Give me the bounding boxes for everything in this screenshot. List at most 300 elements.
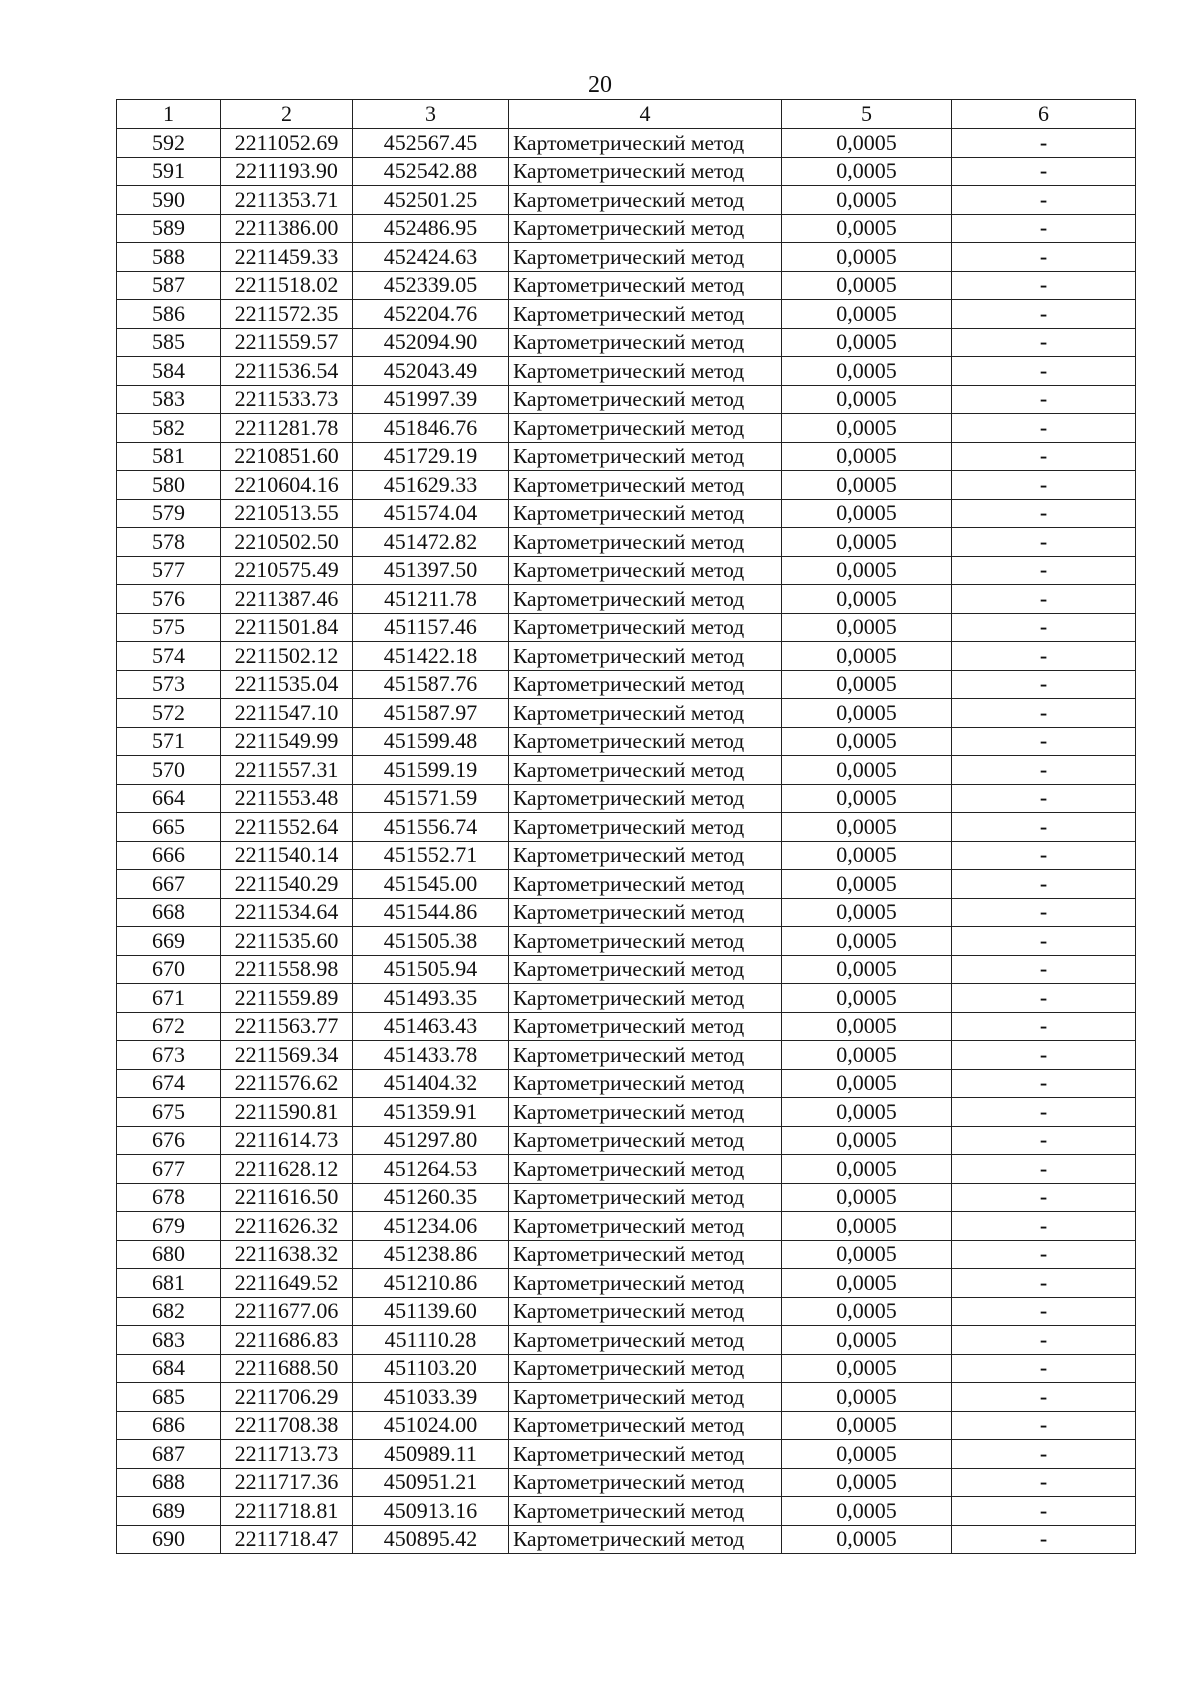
point-number-cell: 665 xyxy=(117,813,221,842)
method-cell: Картометрический метод xyxy=(509,385,782,414)
table-row xyxy=(117,214,1136,243)
table-row xyxy=(117,727,1136,756)
x-coordinate-cell: 2211553.48 xyxy=(221,784,353,813)
table-row xyxy=(117,271,1136,300)
table-row xyxy=(117,357,1136,386)
note-cell: - xyxy=(952,1383,1136,1412)
accuracy-cell: 0,0005 xyxy=(782,813,952,842)
x-coordinate-cell: 2211549.99 xyxy=(221,727,353,756)
note-cell: - xyxy=(952,1411,1136,1440)
point-number-cell: 671 xyxy=(117,984,221,1013)
point-number-cell: 573 xyxy=(117,670,221,699)
point-number-cell: 686 xyxy=(117,1411,221,1440)
y-coordinate-cell: 451433.78 xyxy=(353,1041,509,1070)
note-cell: - xyxy=(952,357,1136,386)
y-coordinate-cell: 452567.45 xyxy=(353,129,509,158)
point-number-cell: 592 xyxy=(117,129,221,158)
x-coordinate-cell: 2211572.35 xyxy=(221,300,353,329)
point-number-cell: 678 xyxy=(117,1183,221,1212)
method-cell: Картометрический метод xyxy=(509,1183,782,1212)
method-cell: Картометрический метод xyxy=(509,613,782,642)
note-cell: - xyxy=(952,556,1136,585)
table-row xyxy=(117,1440,1136,1469)
accuracy-cell: 0,0005 xyxy=(782,328,952,357)
note-cell: - xyxy=(952,1183,1136,1212)
note-cell: - xyxy=(952,1098,1136,1127)
y-coordinate-cell: 451552.71 xyxy=(353,841,509,870)
y-coordinate-cell: 451544.86 xyxy=(353,898,509,927)
x-coordinate-cell: 2211518.02 xyxy=(221,271,353,300)
point-number-cell: 668 xyxy=(117,898,221,927)
point-number-cell: 675 xyxy=(117,1098,221,1127)
note-cell: - xyxy=(952,1525,1136,1554)
x-coordinate-cell: 2211688.50 xyxy=(221,1354,353,1383)
table-row xyxy=(117,556,1136,585)
note-cell: - xyxy=(952,300,1136,329)
table-row xyxy=(117,1126,1136,1155)
accuracy-cell: 0,0005 xyxy=(782,385,952,414)
point-number-cell: 677 xyxy=(117,1155,221,1184)
accuracy-cell: 0,0005 xyxy=(782,1069,952,1098)
table-row xyxy=(117,1183,1136,1212)
y-coordinate-cell: 451397.50 xyxy=(353,556,509,585)
page-number: 20 xyxy=(588,72,612,98)
y-coordinate-cell: 452424.63 xyxy=(353,243,509,272)
table-row xyxy=(117,1383,1136,1412)
point-number-cell: 588 xyxy=(117,243,221,272)
accuracy-cell: 0,0005 xyxy=(782,613,952,642)
y-coordinate-cell: 452542.88 xyxy=(353,157,509,186)
accuracy-cell: 0,0005 xyxy=(782,471,952,500)
accuracy-cell: 0,0005 xyxy=(782,1354,952,1383)
table-row xyxy=(117,1326,1136,1355)
x-coordinate-cell: 2211677.06 xyxy=(221,1297,353,1326)
table-row xyxy=(117,813,1136,842)
note-cell: - xyxy=(952,1354,1136,1383)
table-row xyxy=(117,157,1136,186)
header-cell-1: 1 xyxy=(117,100,221,129)
x-coordinate-cell: 2211569.34 xyxy=(221,1041,353,1070)
note-cell: - xyxy=(952,585,1136,614)
x-coordinate-cell: 2211638.32 xyxy=(221,1240,353,1269)
point-number-cell: 572 xyxy=(117,699,221,728)
point-number-cell: 680 xyxy=(117,1240,221,1269)
method-cell: Картометрический метод xyxy=(509,1297,782,1326)
y-coordinate-cell: 451571.59 xyxy=(353,784,509,813)
y-coordinate-cell: 451556.74 xyxy=(353,813,509,842)
point-number-cell: 587 xyxy=(117,271,221,300)
table-row xyxy=(117,670,1136,699)
point-number-cell: 582 xyxy=(117,414,221,443)
y-coordinate-cell: 452204.76 xyxy=(353,300,509,329)
x-coordinate-cell: 2211281.78 xyxy=(221,414,353,443)
method-cell: Картометрический метод xyxy=(509,1069,782,1098)
point-number-cell: 571 xyxy=(117,727,221,756)
note-cell: - xyxy=(952,1212,1136,1241)
accuracy-cell: 0,0005 xyxy=(782,699,952,728)
y-coordinate-cell: 450951.21 xyxy=(353,1468,509,1497)
table-row xyxy=(117,1297,1136,1326)
point-number-cell: 681 xyxy=(117,1269,221,1298)
point-number-cell: 576 xyxy=(117,585,221,614)
x-coordinate-cell: 2211536.54 xyxy=(221,357,353,386)
note-cell: - xyxy=(952,727,1136,756)
accuracy-cell: 0,0005 xyxy=(782,186,952,215)
method-cell: Картометрический метод xyxy=(509,642,782,671)
accuracy-cell: 0,0005 xyxy=(782,1155,952,1184)
y-coordinate-cell: 451574.04 xyxy=(353,499,509,528)
note-cell: - xyxy=(952,471,1136,500)
table-row xyxy=(117,870,1136,899)
method-cell: Картометрический метод xyxy=(509,157,782,186)
y-coordinate-cell: 451139.60 xyxy=(353,1297,509,1326)
accuracy-cell: 0,0005 xyxy=(782,642,952,671)
method-cell: Картометрический метод xyxy=(509,898,782,927)
note-cell: - xyxy=(952,699,1136,728)
accuracy-cell: 0,0005 xyxy=(782,984,952,1013)
y-coordinate-cell: 451729.19 xyxy=(353,442,509,471)
table-body xyxy=(117,129,1136,1554)
x-coordinate-cell: 2210604.16 xyxy=(221,471,353,500)
method-cell: Картометрический метод xyxy=(509,955,782,984)
point-number-cell: 684 xyxy=(117,1354,221,1383)
note-cell: - xyxy=(952,414,1136,443)
x-coordinate-cell: 2211717.36 xyxy=(221,1468,353,1497)
note-cell: - xyxy=(952,1240,1136,1269)
y-coordinate-cell: 451846.76 xyxy=(353,414,509,443)
y-coordinate-cell: 451359.91 xyxy=(353,1098,509,1127)
y-coordinate-cell: 452043.49 xyxy=(353,357,509,386)
point-number-cell: 666 xyxy=(117,841,221,870)
table-row xyxy=(117,499,1136,528)
point-number-cell: 579 xyxy=(117,499,221,528)
x-coordinate-cell: 2211386.00 xyxy=(221,214,353,243)
method-cell: Картометрический метод xyxy=(509,499,782,528)
header-cell-4: 4 xyxy=(509,100,782,129)
accuracy-cell: 0,0005 xyxy=(782,1497,952,1526)
table-row xyxy=(117,1525,1136,1554)
method-cell: Картометрический метод xyxy=(509,442,782,471)
accuracy-cell: 0,0005 xyxy=(782,841,952,870)
y-coordinate-cell: 451234.06 xyxy=(353,1212,509,1241)
method-cell: Картометрический метод xyxy=(509,727,782,756)
method-cell: Картометрический метод xyxy=(509,556,782,585)
table-row xyxy=(117,414,1136,443)
table-row xyxy=(117,442,1136,471)
table-row xyxy=(117,955,1136,984)
note-cell: - xyxy=(952,870,1136,899)
table-row xyxy=(117,385,1136,414)
table-row xyxy=(117,756,1136,785)
note-cell: - xyxy=(952,1155,1136,1184)
method-cell: Картометрический метод xyxy=(509,1326,782,1355)
point-number-cell: 673 xyxy=(117,1041,221,1070)
coordinates-table xyxy=(116,99,1136,1554)
point-number-cell: 583 xyxy=(117,385,221,414)
note-cell: - xyxy=(952,813,1136,842)
x-coordinate-cell: 2211708.38 xyxy=(221,1411,353,1440)
note-cell: - xyxy=(952,385,1136,414)
x-coordinate-cell: 2211718.47 xyxy=(221,1525,353,1554)
table-row xyxy=(117,1269,1136,1298)
note-cell: - xyxy=(952,670,1136,699)
table-row xyxy=(117,1041,1136,1070)
method-cell: Картометрический метод xyxy=(509,1098,782,1127)
method-cell: Картометрический метод xyxy=(509,1212,782,1241)
table-row xyxy=(117,1468,1136,1497)
accuracy-cell: 0,0005 xyxy=(782,870,952,899)
accuracy-cell: 0,0005 xyxy=(782,157,952,186)
note-cell: - xyxy=(952,214,1136,243)
method-cell: Картометрический метод xyxy=(509,1383,782,1412)
point-number-cell: 570 xyxy=(117,756,221,785)
note-cell: - xyxy=(952,328,1136,357)
y-coordinate-cell: 452501.25 xyxy=(353,186,509,215)
y-coordinate-cell: 451024.00 xyxy=(353,1411,509,1440)
accuracy-cell: 0,0005 xyxy=(782,271,952,300)
note-cell: - xyxy=(952,613,1136,642)
x-coordinate-cell: 2210575.49 xyxy=(221,556,353,585)
table-row xyxy=(117,1012,1136,1041)
accuracy-cell: 0,0005 xyxy=(782,1012,952,1041)
y-coordinate-cell: 451404.32 xyxy=(353,1069,509,1098)
table-row xyxy=(117,1069,1136,1098)
method-cell: Картометрический метод xyxy=(509,1354,782,1383)
x-coordinate-cell: 2211576.62 xyxy=(221,1069,353,1098)
point-number-cell: 580 xyxy=(117,471,221,500)
note-cell: - xyxy=(952,1468,1136,1497)
accuracy-cell: 0,0005 xyxy=(782,1383,952,1412)
y-coordinate-cell: 452094.90 xyxy=(353,328,509,357)
table-row xyxy=(117,243,1136,272)
table-row xyxy=(117,898,1136,927)
y-coordinate-cell: 451505.38 xyxy=(353,927,509,956)
x-coordinate-cell: 2211353.71 xyxy=(221,186,353,215)
y-coordinate-cell: 451463.43 xyxy=(353,1012,509,1041)
table-row xyxy=(117,129,1136,158)
x-coordinate-cell: 2211502.12 xyxy=(221,642,353,671)
y-coordinate-cell: 451629.33 xyxy=(353,471,509,500)
note-cell: - xyxy=(952,1012,1136,1041)
header-cell-6: 6 xyxy=(952,100,1136,129)
table-row xyxy=(117,1354,1136,1383)
method-cell: Картометрический метод xyxy=(509,528,782,557)
accuracy-cell: 0,0005 xyxy=(782,442,952,471)
x-coordinate-cell: 2211540.14 xyxy=(221,841,353,870)
table-row xyxy=(117,613,1136,642)
table-row xyxy=(117,1240,1136,1269)
method-cell: Картометрический метод xyxy=(509,1155,782,1184)
point-number-cell: 688 xyxy=(117,1468,221,1497)
x-coordinate-cell: 2211590.81 xyxy=(221,1098,353,1127)
accuracy-cell: 0,0005 xyxy=(782,243,952,272)
point-number-cell: 685 xyxy=(117,1383,221,1412)
table-row xyxy=(117,1411,1136,1440)
y-coordinate-cell: 451297.80 xyxy=(353,1126,509,1155)
accuracy-cell: 0,0005 xyxy=(782,1212,952,1241)
note-cell: - xyxy=(952,499,1136,528)
x-coordinate-cell: 2211547.10 xyxy=(221,699,353,728)
method-cell: Картометрический метод xyxy=(509,186,782,215)
method-cell: Картометрический метод xyxy=(509,756,782,785)
method-cell: Картометрический метод xyxy=(509,471,782,500)
x-coordinate-cell: 2211535.04 xyxy=(221,670,353,699)
point-number-cell: 690 xyxy=(117,1525,221,1554)
point-number-cell: 679 xyxy=(117,1212,221,1241)
point-number-cell: 682 xyxy=(117,1297,221,1326)
x-coordinate-cell: 2210502.50 xyxy=(221,528,353,557)
x-coordinate-cell: 2211706.29 xyxy=(221,1383,353,1412)
note-cell: - xyxy=(952,271,1136,300)
point-number-cell: 586 xyxy=(117,300,221,329)
x-coordinate-cell: 2211628.12 xyxy=(221,1155,353,1184)
note-cell: - xyxy=(952,528,1136,557)
x-coordinate-cell: 2211616.50 xyxy=(221,1183,353,1212)
table-row xyxy=(117,1497,1136,1526)
note-cell: - xyxy=(952,984,1136,1013)
accuracy-cell: 0,0005 xyxy=(782,129,952,158)
header-cell-2: 2 xyxy=(221,100,353,129)
point-number-cell: 672 xyxy=(117,1012,221,1041)
x-coordinate-cell: 2211558.98 xyxy=(221,955,353,984)
accuracy-cell: 0,0005 xyxy=(782,357,952,386)
method-cell: Картометрический метод xyxy=(509,1269,782,1298)
accuracy-cell: 0,0005 xyxy=(782,1183,952,1212)
accuracy-cell: 0,0005 xyxy=(782,784,952,813)
accuracy-cell: 0,0005 xyxy=(782,756,952,785)
point-number-cell: 574 xyxy=(117,642,221,671)
table-row xyxy=(117,186,1136,215)
x-coordinate-cell: 2210513.55 xyxy=(221,499,353,528)
point-number-cell: 589 xyxy=(117,214,221,243)
note-cell: - xyxy=(952,157,1136,186)
y-coordinate-cell: 451599.19 xyxy=(353,756,509,785)
y-coordinate-cell: 451103.20 xyxy=(353,1354,509,1383)
y-coordinate-cell: 451110.28 xyxy=(353,1326,509,1355)
x-coordinate-cell: 2211559.57 xyxy=(221,328,353,357)
y-coordinate-cell: 452486.95 xyxy=(353,214,509,243)
table-header-row xyxy=(117,100,1136,129)
x-coordinate-cell: 2211649.52 xyxy=(221,1269,353,1298)
y-coordinate-cell: 451587.76 xyxy=(353,670,509,699)
accuracy-cell: 0,0005 xyxy=(782,499,952,528)
method-cell: Картометрический метод xyxy=(509,1525,782,1554)
method-cell: Картометрический метод xyxy=(509,585,782,614)
header-cell-3: 3 xyxy=(353,100,509,129)
y-coordinate-cell: 450895.42 xyxy=(353,1525,509,1554)
point-number-cell: 584 xyxy=(117,357,221,386)
x-coordinate-cell: 2211535.60 xyxy=(221,927,353,956)
accuracy-cell: 0,0005 xyxy=(782,1411,952,1440)
table-row xyxy=(117,1098,1136,1127)
y-coordinate-cell: 450989.11 xyxy=(353,1440,509,1469)
note-cell: - xyxy=(952,442,1136,471)
method-cell: Картометрический метод xyxy=(509,414,782,443)
x-coordinate-cell: 2211559.89 xyxy=(221,984,353,1013)
table-row xyxy=(117,471,1136,500)
y-coordinate-cell: 451493.35 xyxy=(353,984,509,1013)
x-coordinate-cell: 2211718.81 xyxy=(221,1497,353,1526)
method-cell: Картометрический метод xyxy=(509,1126,782,1155)
note-cell: - xyxy=(952,927,1136,956)
method-cell: Картометрический метод xyxy=(509,328,782,357)
accuracy-cell: 0,0005 xyxy=(782,1269,952,1298)
point-number-cell: 683 xyxy=(117,1326,221,1355)
method-cell: Картометрический метод xyxy=(509,1240,782,1269)
method-cell: Картометрический метод xyxy=(509,300,782,329)
x-coordinate-cell: 2211459.33 xyxy=(221,243,353,272)
note-cell: - xyxy=(952,898,1136,927)
accuracy-cell: 0,0005 xyxy=(782,1098,952,1127)
method-cell: Картометрический метод xyxy=(509,870,782,899)
method-cell: Картометрический метод xyxy=(509,243,782,272)
y-coordinate-cell: 452339.05 xyxy=(353,271,509,300)
method-cell: Картометрический метод xyxy=(509,214,782,243)
method-cell: Картометрический метод xyxy=(509,1012,782,1041)
accuracy-cell: 0,0005 xyxy=(782,1525,952,1554)
accuracy-cell: 0,0005 xyxy=(782,1468,952,1497)
y-coordinate-cell: 451545.00 xyxy=(353,870,509,899)
point-number-cell: 575 xyxy=(117,613,221,642)
table-row xyxy=(117,585,1136,614)
accuracy-cell: 0,0005 xyxy=(782,528,952,557)
table-row xyxy=(117,528,1136,557)
y-coordinate-cell: 451505.94 xyxy=(353,955,509,984)
y-coordinate-cell: 451260.35 xyxy=(353,1183,509,1212)
method-cell: Картометрический метод xyxy=(509,1041,782,1070)
method-cell: Картометрический метод xyxy=(509,984,782,1013)
x-coordinate-cell: 2211387.46 xyxy=(221,585,353,614)
x-coordinate-cell: 2211626.32 xyxy=(221,1212,353,1241)
point-number-cell: 687 xyxy=(117,1440,221,1469)
point-number-cell: 591 xyxy=(117,157,221,186)
x-coordinate-cell: 2211614.73 xyxy=(221,1126,353,1155)
note-cell: - xyxy=(952,784,1136,813)
method-cell: Картометрический метод xyxy=(509,813,782,842)
accuracy-cell: 0,0005 xyxy=(782,414,952,443)
method-cell: Картометрический метод xyxy=(509,1468,782,1497)
y-coordinate-cell: 451211.78 xyxy=(353,585,509,614)
point-number-cell: 676 xyxy=(117,1126,221,1155)
table-row xyxy=(117,927,1136,956)
method-cell: Картометрический метод xyxy=(509,927,782,956)
accuracy-cell: 0,0005 xyxy=(782,1326,952,1355)
x-coordinate-cell: 2211534.64 xyxy=(221,898,353,927)
accuracy-cell: 0,0005 xyxy=(782,585,952,614)
header-cell-5: 5 xyxy=(782,100,952,129)
point-number-cell: 581 xyxy=(117,442,221,471)
accuracy-cell: 0,0005 xyxy=(782,727,952,756)
table-row xyxy=(117,984,1136,1013)
x-coordinate-cell: 2211540.29 xyxy=(221,870,353,899)
y-coordinate-cell: 451238.86 xyxy=(353,1240,509,1269)
note-cell: - xyxy=(952,1497,1136,1526)
accuracy-cell: 0,0005 xyxy=(782,1240,952,1269)
y-coordinate-cell: 451264.53 xyxy=(353,1155,509,1184)
table-row xyxy=(117,328,1136,357)
point-number-cell: 667 xyxy=(117,870,221,899)
y-coordinate-cell: 451210.86 xyxy=(353,1269,509,1298)
x-coordinate-cell: 2211193.90 xyxy=(221,157,353,186)
point-number-cell: 689 xyxy=(117,1497,221,1526)
table-row xyxy=(117,841,1136,870)
y-coordinate-cell: 450913.16 xyxy=(353,1497,509,1526)
accuracy-cell: 0,0005 xyxy=(782,898,952,927)
y-coordinate-cell: 451472.82 xyxy=(353,528,509,557)
method-cell: Картометрический метод xyxy=(509,357,782,386)
accuracy-cell: 0,0005 xyxy=(782,955,952,984)
point-number-cell: 664 xyxy=(117,784,221,813)
